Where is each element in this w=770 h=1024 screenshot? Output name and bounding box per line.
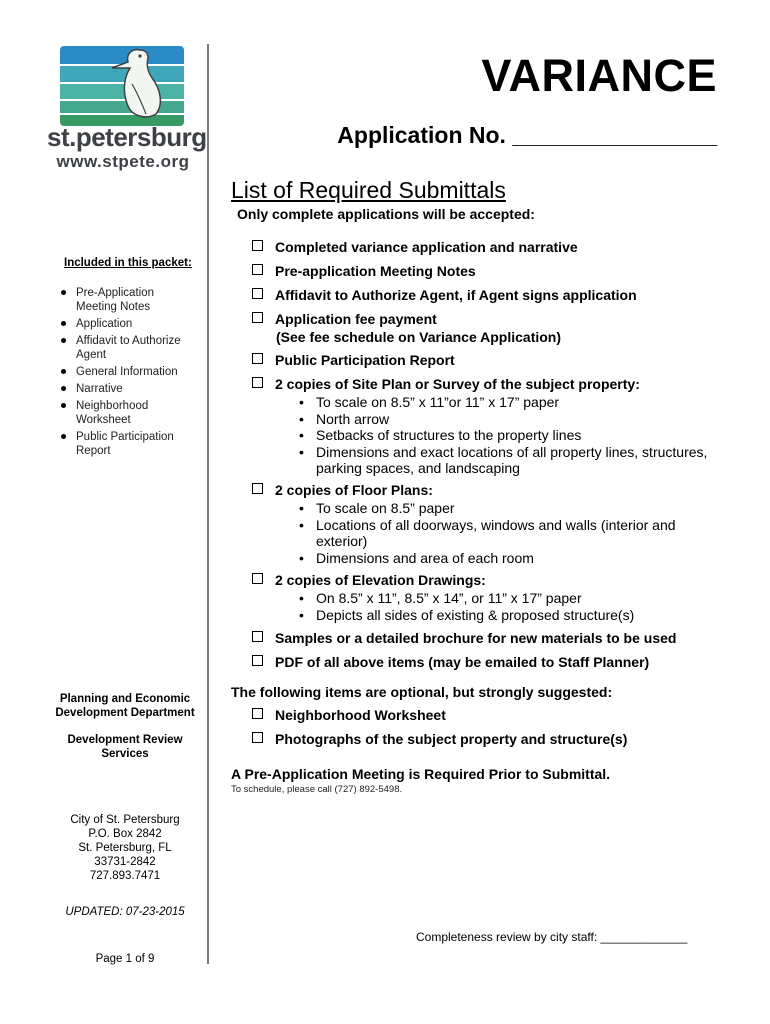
pelican-icon bbox=[102, 44, 172, 124]
checklist-item: Pre-application Meeting Notes bbox=[252, 263, 476, 280]
checkbox-icon bbox=[252, 288, 263, 299]
logo-url: www.stpete.org bbox=[56, 152, 190, 171]
checkbox-icon bbox=[252, 732, 263, 743]
address-line: 33731-2842 bbox=[94, 856, 156, 868]
site-plan-sublist bbox=[299, 394, 709, 477]
checklist-item: 2 copies of Elevation Drawings: bbox=[252, 572, 486, 589]
list-item: Affidavit to Authorize Agent bbox=[58, 334, 193, 362]
checklist-item: Completed variance application and narrative bbox=[252, 239, 578, 256]
checklist-item: Photographs of the subject property and structure(s) bbox=[252, 731, 627, 748]
list-item: Narrative bbox=[58, 382, 193, 396]
address-line: P.O. Box 2842 bbox=[88, 828, 162, 840]
checklist-item: Application fee payment bbox=[252, 311, 437, 328]
list-item: • Setbacks of structures to the property lines bbox=[299, 427, 709, 444]
list-item: General Information bbox=[58, 365, 193, 379]
checkbox-icon bbox=[252, 631, 263, 642]
checklist-item: 2 copies of Site Plan or Survey of the subject property: bbox=[252, 376, 640, 393]
packet-title: Included in this packet: bbox=[64, 257, 192, 269]
checkbox-icon bbox=[252, 655, 263, 666]
address-block bbox=[50, 813, 200, 883]
list-item: • To scale on 8.5” paper bbox=[299, 500, 699, 517]
checklist-item: PDF of all above items (may be emailed to Staff Planner) bbox=[252, 654, 649, 671]
checkbox-icon bbox=[252, 483, 263, 494]
list-item: Neighborhood Worksheet bbox=[58, 399, 193, 427]
floor-plan-sublist bbox=[299, 500, 699, 566]
checkbox-icon bbox=[252, 312, 263, 323]
optional-heading: The following items are optional, but strongly suggested: bbox=[231, 684, 613, 700]
checklist-item: Public Participation Report bbox=[252, 352, 455, 369]
page-number: Page 1 of 9 bbox=[95, 953, 155, 965]
checkbox-icon bbox=[252, 573, 263, 584]
list-item: • North arrow bbox=[299, 411, 709, 428]
address-line: St. Petersburg, FL bbox=[78, 842, 172, 854]
only-complete-note: Only complete applications will be accepted: bbox=[237, 206, 535, 222]
preapp-heading: A Pre-Application Meeting is Required Prior to Submittal. bbox=[231, 766, 611, 782]
checklist-item: 2 copies of Floor Plans: bbox=[252, 482, 433, 499]
department-name: Planning and Economic Development Department bbox=[55, 693, 195, 719]
address-line: City of St. Petersburg bbox=[70, 814, 180, 826]
list-item: • Dimensions and exact locations of all property lines, structures, parking spaces, and landscaping bbox=[299, 444, 709, 477]
checkbox-icon bbox=[252, 708, 263, 719]
updated-date: UPDATED: 07-23-2015 bbox=[65, 906, 185, 918]
checklist-item: Samples or a detailed brochure for new materials to be used bbox=[252, 630, 676, 647]
checklist-item: Neighborhood Worksheet bbox=[252, 707, 446, 724]
checkbox-icon bbox=[252, 353, 263, 364]
checkbox-icon bbox=[252, 264, 263, 275]
list-item: • To scale on 8.5” x 11”or 11” x 17” paper bbox=[299, 394, 709, 411]
elevation-sublist bbox=[299, 590, 709, 623]
list-item: Pre-Application Meeting Notes bbox=[58, 286, 193, 314]
phone-number: 727.893.7471 bbox=[89, 870, 161, 882]
packet-list bbox=[58, 286, 193, 461]
list-item: Application bbox=[58, 317, 193, 331]
checkbox-icon bbox=[252, 240, 263, 251]
logo-wordmark: st.petersburg bbox=[47, 122, 207, 152]
list-item: • Dimensions and area of each room bbox=[299, 550, 699, 567]
application-number: Application No. ________________ bbox=[337, 122, 717, 148]
list-title: List of Required Submittals bbox=[231, 177, 506, 203]
list-item: • Locations of all doorways, windows and walls (interior and exterior) bbox=[299, 517, 699, 550]
schedule-note: To schedule, please call (727) 892-5498. bbox=[231, 784, 403, 795]
list-item: • Depicts all sides of existing & proposed structure(s) bbox=[299, 607, 709, 624]
list-item: Public Participation Report bbox=[58, 430, 193, 458]
page-title: VARIANCE bbox=[481, 50, 717, 101]
checklist-note: (See fee schedule on Variance Application) bbox=[276, 329, 562, 345]
division-name: Development Review Services bbox=[67, 734, 183, 760]
vertical-divider bbox=[207, 44, 209, 964]
completeness-review-line: Completeness review by city staff: _____________ bbox=[416, 930, 688, 944]
checklist-item: Affidavit to Authorize Agent, if Agent signs application bbox=[252, 287, 637, 304]
list-item: • On 8.5” x 11”, 8.5” x 14”, or 11” x 17” paper bbox=[299, 590, 709, 607]
checkbox-icon bbox=[252, 377, 263, 388]
